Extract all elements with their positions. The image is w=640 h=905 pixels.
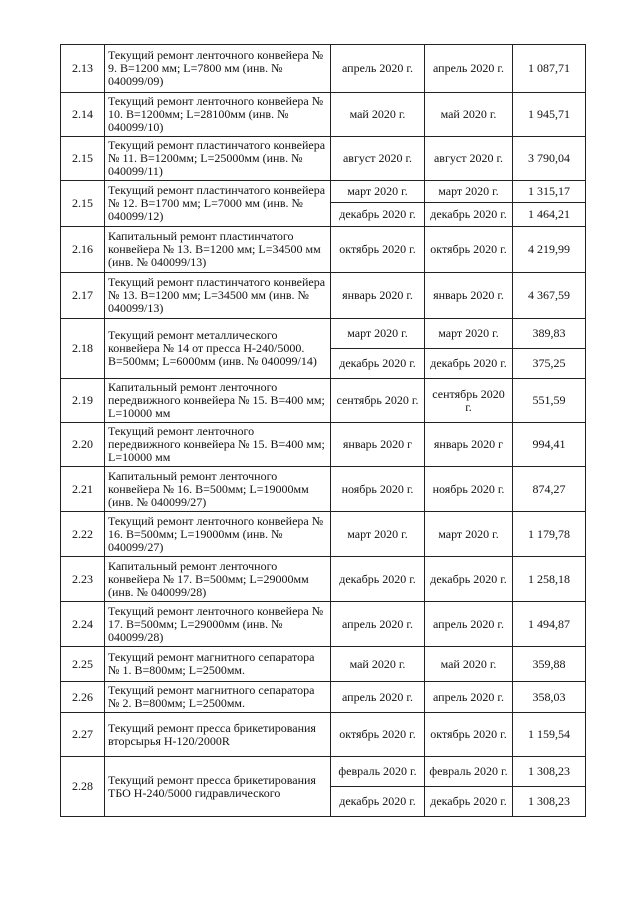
amount: 4 219,99 bbox=[513, 227, 586, 273]
end-date: апрель 2020 г. bbox=[425, 682, 513, 713]
start-date: март 2020 г. bbox=[331, 512, 425, 557]
start-date: декабрь 2020 г. bbox=[331, 203, 425, 227]
table-row bbox=[61, 682, 586, 713]
start-date: март 2020 г. bbox=[331, 319, 425, 349]
row-number: 2.20 bbox=[61, 423, 105, 467]
start-date: март 2020 г. bbox=[331, 181, 425, 203]
start-date: февраль 2020 г. bbox=[331, 757, 425, 787]
work-description: Текущий ремонт металлического конвейера № 14 от пресса Н-240/5000. В=500мм; L=6000мм (инв. № 040099/14) bbox=[105, 319, 331, 379]
end-date: январь 2020 г bbox=[425, 423, 513, 467]
row-number: 2.24 bbox=[61, 602, 105, 647]
row-number: 2.25 bbox=[61, 647, 105, 682]
row-number: 2.15 bbox=[61, 137, 105, 181]
amount: 1 308,23 bbox=[513, 757, 586, 787]
work-description: Текущий ремонт пластинчатого конвейера № 11. В=1200мм; L=25000мм (инв. № 040099/11) bbox=[105, 137, 331, 181]
end-date: сентябрь 2020 г. bbox=[425, 379, 513, 423]
row-number: 2.17 bbox=[61, 273, 105, 319]
amount: 4 367,59 bbox=[513, 273, 586, 319]
work-description: Капитальный ремонт ленточного конвейера № 17. В=500мм; L=29000мм (инв. № 040099/28) bbox=[105, 557, 331, 602]
amount: 1 179,78 bbox=[513, 512, 586, 557]
end-date: март 2020 г. bbox=[425, 181, 513, 203]
work-description: Текущий ремонт ленточного передвижного конвейера № 15. В=400 мм; L=10000 мм bbox=[105, 423, 331, 467]
start-date: октябрь 2020 г. bbox=[331, 713, 425, 757]
start-date: январь 2020 г bbox=[331, 423, 425, 467]
table-row bbox=[61, 647, 586, 682]
amount: 1 159,54 bbox=[513, 713, 586, 757]
start-date: май 2020 г. bbox=[331, 93, 425, 137]
end-date: май 2020 г. bbox=[425, 93, 513, 137]
end-date: февраль 2020 г. bbox=[425, 757, 513, 787]
row-number: 2.18 bbox=[61, 319, 105, 379]
row-number: 2.28 bbox=[61, 757, 105, 817]
amount: 358,03 bbox=[513, 682, 586, 713]
work-description: Текущий ремонт пластинчатого конвейера № 13. В=1200 мм; L=34500 мм (инв. № 040099/13) bbox=[105, 273, 331, 319]
start-date: апрель 2020 г. bbox=[331, 45, 425, 93]
row-number: 2.13 bbox=[61, 45, 105, 93]
amount: 1 464,21 bbox=[513, 203, 586, 227]
start-date: январь 2020 г. bbox=[331, 273, 425, 319]
start-date: декабрь 2020 г. bbox=[331, 349, 425, 379]
amount: 1 087,71 bbox=[513, 45, 586, 93]
amount: 874,27 bbox=[513, 467, 586, 512]
work-description: Текущий ремонт ленточного конвейера № 16. В=500мм; L=19000мм (инв. № 040099/27) bbox=[105, 512, 331, 557]
start-date: август 2020 г. bbox=[331, 137, 425, 181]
end-date: апрель 2020 г. bbox=[425, 45, 513, 93]
start-date: ноябрь 2020 г. bbox=[331, 467, 425, 512]
end-date: декабрь 2020 г. bbox=[425, 787, 513, 817]
repair-schedule-table bbox=[60, 44, 586, 817]
amount: 1 945,71 bbox=[513, 93, 586, 137]
row-number: 2.19 bbox=[61, 379, 105, 423]
work-description: Текущий ремонт ленточного конвейера № 10. В=1200мм; L=28100мм (инв. № 040099/10) bbox=[105, 93, 331, 137]
start-date: сентябрь 2020 г. bbox=[331, 379, 425, 423]
table-row bbox=[61, 713, 586, 757]
row-number: 2.27 bbox=[61, 713, 105, 757]
end-date: октябрь 2020 г. bbox=[425, 713, 513, 757]
amount: 551,59 bbox=[513, 379, 586, 423]
table-row bbox=[61, 602, 586, 647]
work-description: Текущий ремонт пластинчатого конвейера № 12. В=1700 мм; L=7000 мм (инв. № 040099/12) bbox=[105, 181, 331, 227]
row-number: 2.26 bbox=[61, 682, 105, 713]
end-date: август 2020 г. bbox=[425, 137, 513, 181]
start-date: октябрь 2020 г. bbox=[331, 227, 425, 273]
amount: 1 494,87 bbox=[513, 602, 586, 647]
end-date: март 2020 г. bbox=[425, 512, 513, 557]
amount: 3 790,04 bbox=[513, 137, 586, 181]
work-description: Капитальный ремонт пластинчатого конвейера № 13. В=1200 мм; L=34500 мм (инв. № 040099/13) bbox=[105, 227, 331, 273]
end-date: март 2020 г. bbox=[425, 319, 513, 349]
end-date: декабрь 2020 г. bbox=[425, 557, 513, 602]
row-number: 2.21 bbox=[61, 467, 105, 512]
table-row bbox=[61, 273, 586, 319]
table-row bbox=[61, 319, 586, 349]
table-row bbox=[61, 227, 586, 273]
table-row bbox=[61, 557, 586, 602]
amount: 359,88 bbox=[513, 647, 586, 682]
row-number: 2.14 bbox=[61, 93, 105, 137]
work-description: Текущий ремонт ленточного конвейера № 17. В=500мм; L=29000мм (инв. № 040099/28) bbox=[105, 602, 331, 647]
work-description: Капитальный ремонт ленточного конвейера № 16. В=500мм; L=19000мм (инв. № 040099/27) bbox=[105, 467, 331, 512]
end-date: апрель 2020 г. bbox=[425, 602, 513, 647]
table-row bbox=[61, 379, 586, 423]
row-number: 2.15 bbox=[61, 181, 105, 227]
start-date: декабрь 2020 г. bbox=[331, 787, 425, 817]
start-date: май 2020 г. bbox=[331, 647, 425, 682]
amount: 375,25 bbox=[513, 349, 586, 379]
end-date: октябрь 2020 г. bbox=[425, 227, 513, 273]
table-body bbox=[61, 45, 586, 817]
work-description: Текущий ремонт пресса брикетирования вторсырья Н-120/2000R bbox=[105, 713, 331, 757]
table-row bbox=[61, 45, 586, 93]
amount: 1 258,18 bbox=[513, 557, 586, 602]
work-description: Текущий ремонт пресса брикетирования ТБО Н-240/5000 гидравлического bbox=[105, 757, 331, 817]
table-row bbox=[61, 467, 586, 512]
end-date: январь 2020 г. bbox=[425, 273, 513, 319]
amount: 1 308,23 bbox=[513, 787, 586, 817]
table-row bbox=[61, 137, 586, 181]
work-description: Текущий ремонт магнитного сепаратора № 1. В=800мм; L=2500мм. bbox=[105, 647, 331, 682]
end-date: декабрь 2020 г. bbox=[425, 203, 513, 227]
table-row bbox=[61, 512, 586, 557]
work-description: Капитальный ремонт ленточного передвижного конвейера № 15. В=400 мм; L=10000 мм bbox=[105, 379, 331, 423]
table-row bbox=[61, 423, 586, 467]
table-row bbox=[61, 181, 586, 203]
work-description: Текущий ремонт ленточного конвейера № 9. В=1200 мм; L=7800 мм (инв. № 040099/09) bbox=[105, 45, 331, 93]
start-date: апрель 2020 г. bbox=[331, 602, 425, 647]
row-number: 2.22 bbox=[61, 512, 105, 557]
end-date: ноябрь 2020 г. bbox=[425, 467, 513, 512]
table-row bbox=[61, 93, 586, 137]
amount: 994,41 bbox=[513, 423, 586, 467]
row-number: 2.23 bbox=[61, 557, 105, 602]
row-number: 2.16 bbox=[61, 227, 105, 273]
end-date: декабрь 2020 г. bbox=[425, 349, 513, 379]
work-description: Текущий ремонт магнитного сепаратора № 2. В=800мм; L=2500мм. bbox=[105, 682, 331, 713]
start-date: апрель 2020 г. bbox=[331, 682, 425, 713]
start-date: декабрь 2020 г. bbox=[331, 557, 425, 602]
end-date: май 2020 г. bbox=[425, 647, 513, 682]
table-row bbox=[61, 757, 586, 787]
amount: 1 315,17 bbox=[513, 181, 586, 203]
amount: 389,83 bbox=[513, 319, 586, 349]
